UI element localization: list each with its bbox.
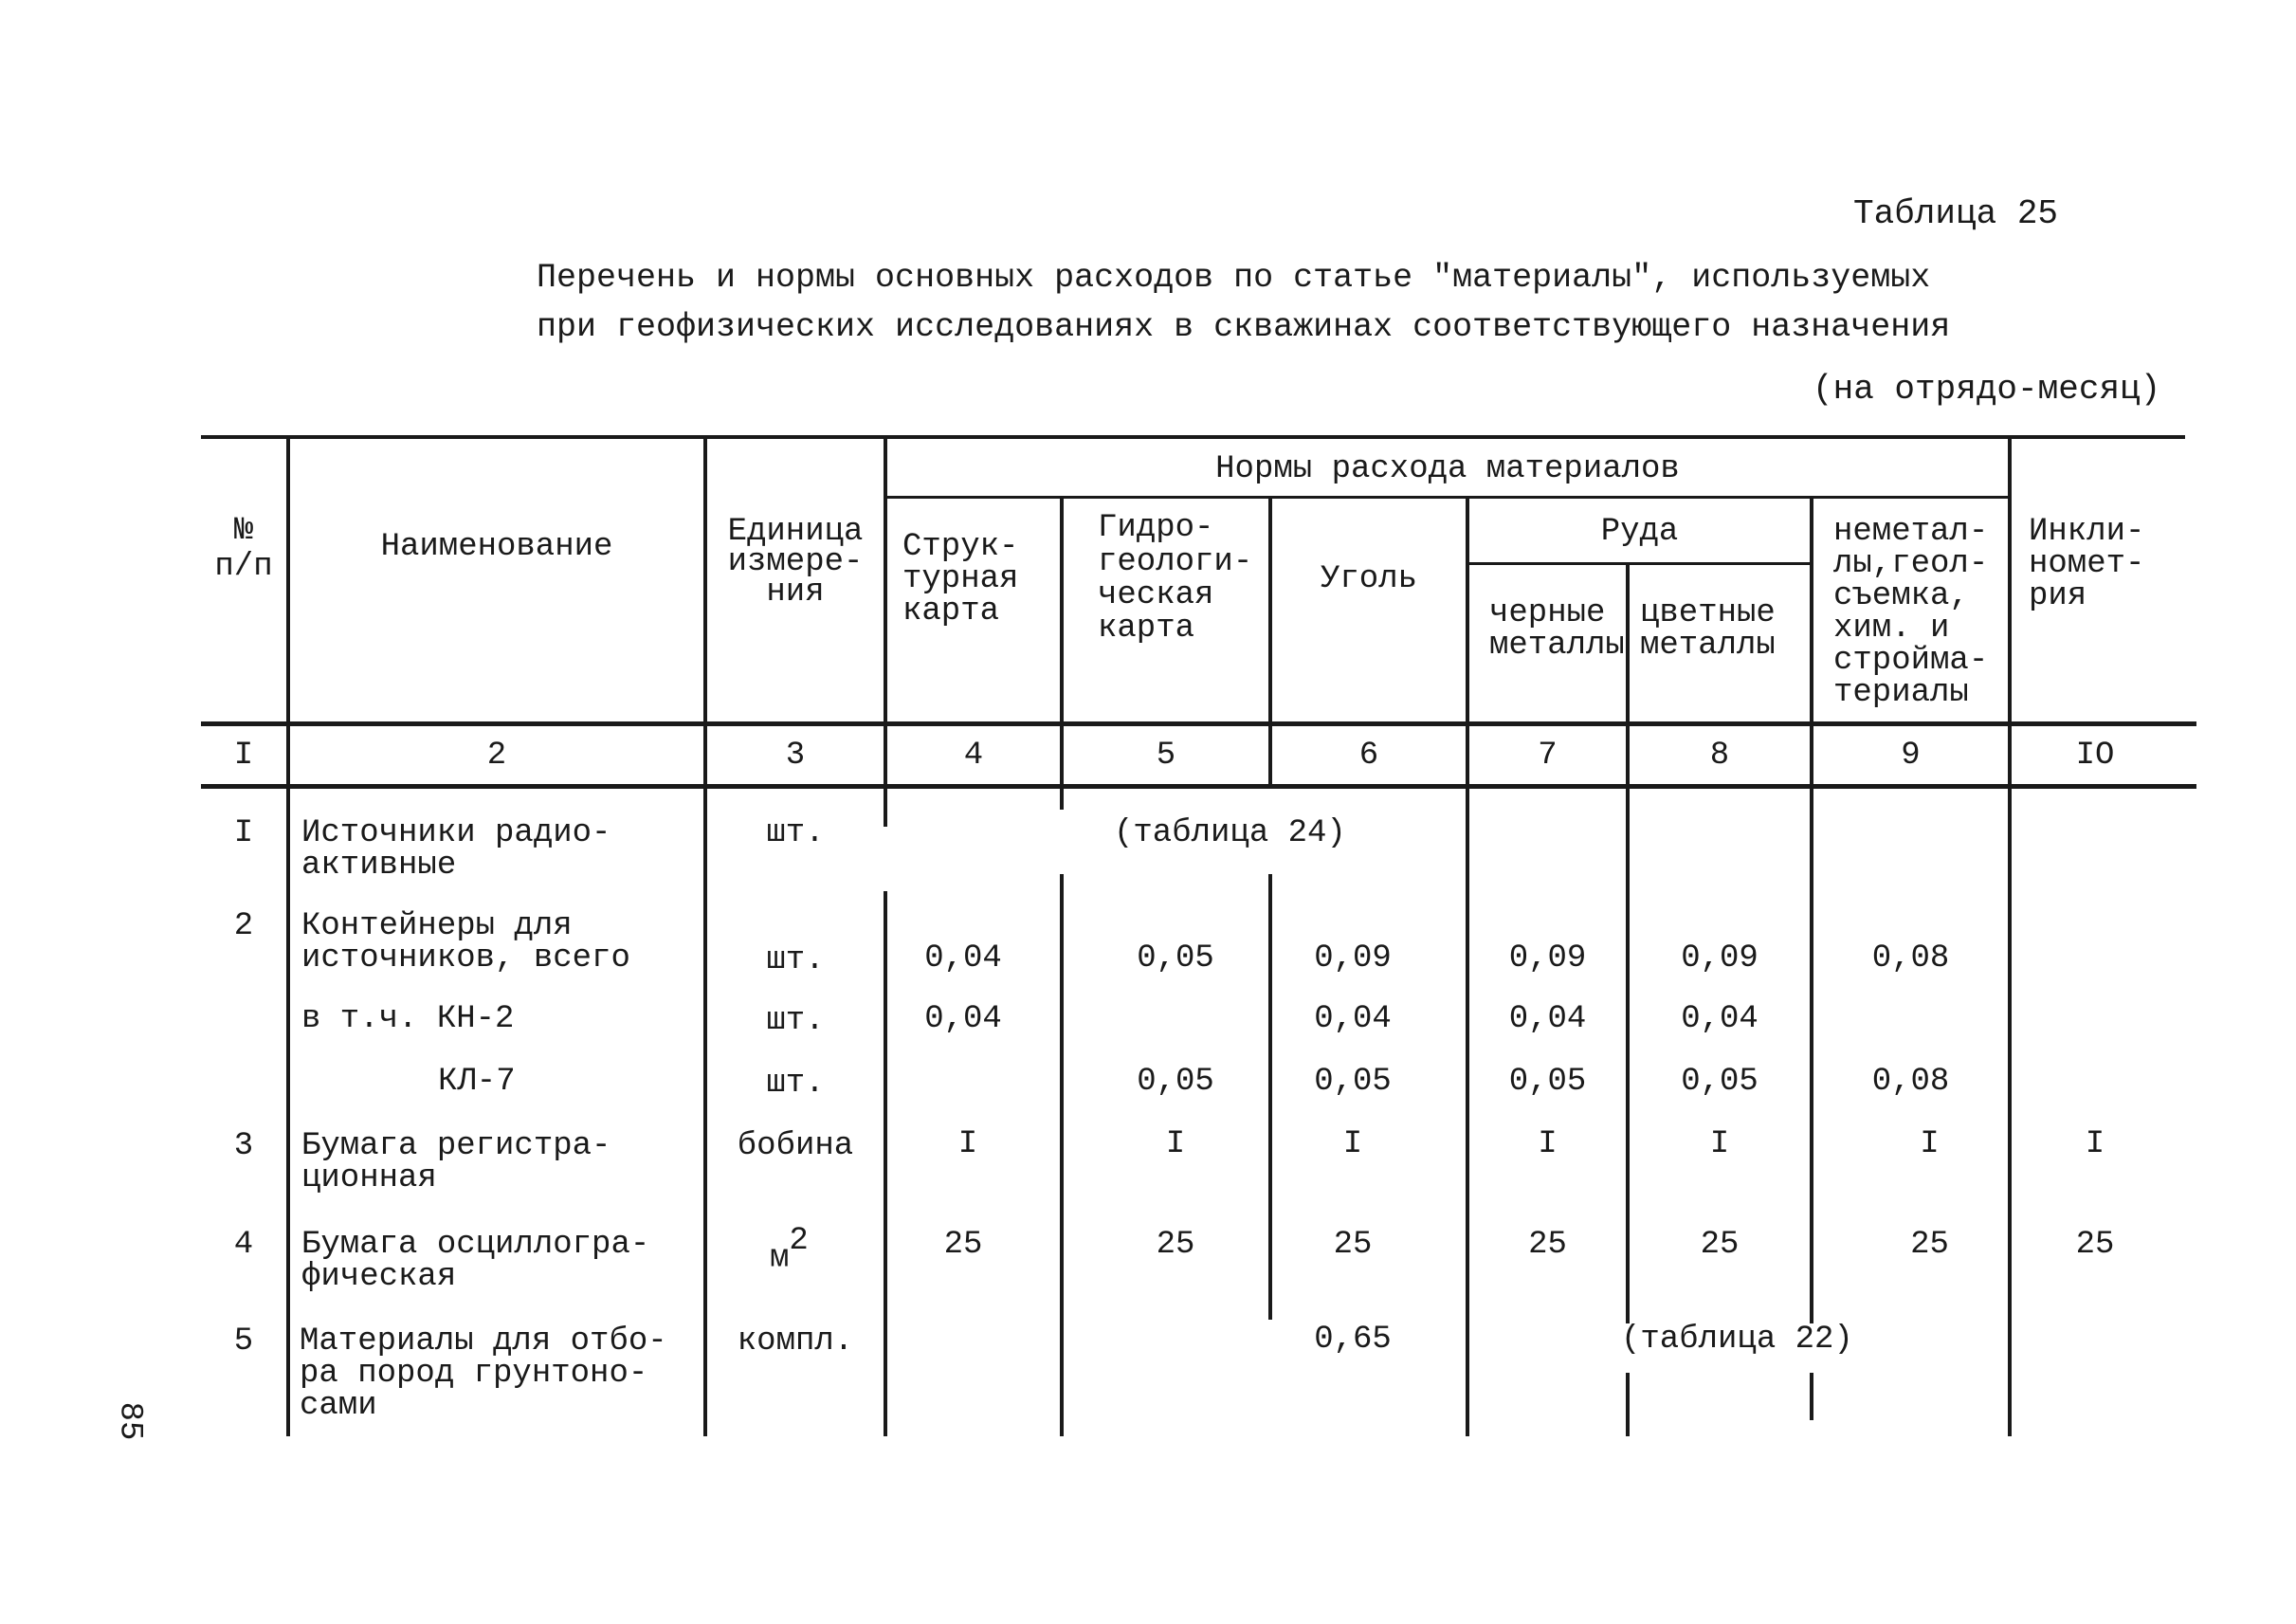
header-ore: Руда (1600, 514, 1679, 550)
row-2a-coal: 0,04 (1314, 1001, 1392, 1037)
row-2-struct: 0,04 (924, 940, 1002, 976)
header-number-symbol: № (233, 513, 254, 549)
table-top-rule (201, 435, 2185, 439)
header-coal: Уголь (1320, 561, 1418, 597)
row-2-nonferrous: 0,09 (1681, 940, 1758, 976)
header-inclinometry-line-1: Инкли- (2029, 514, 2145, 550)
row-2-number: 2 (233, 908, 254, 944)
vline-3-body (884, 789, 887, 827)
header-nonmetal-line-4: хим. и (1833, 611, 1950, 647)
vline-3 (884, 437, 887, 789)
col-number-10: IO (2075, 738, 2115, 774)
header-hydro-line-2: геологи- (1098, 544, 1253, 580)
row-1-name-line-2: активные (301, 848, 457, 884)
row-2-hydro: 0,05 (1137, 940, 1214, 976)
row-3-nonferrous: I (1709, 1126, 1730, 1162)
row-1-name-line-1: Источники радио- (301, 815, 611, 851)
row-4-name-line-1: Бумага осциллогра- (301, 1227, 650, 1263)
header-struct-line-1: Струк- (902, 529, 1019, 565)
row-2a-unit: шт. (766, 1003, 825, 1039)
header-inclinometry-line-3: рия (2029, 578, 2087, 614)
vline-8-body-lower (1810, 1373, 1813, 1420)
table-title-line-1: Перечень и нормы основных расходов по статье "материалы", используемых (537, 259, 1931, 297)
row-2b-nonmetal: 0,08 (1871, 1064, 1950, 1100)
vline-1 (286, 437, 290, 1436)
page-number: 85 (111, 1401, 148, 1441)
row-4-unit-exponent: 2 (789, 1223, 809, 1259)
col-number-8: 8 (1709, 738, 1730, 774)
col-number-4: 4 (963, 738, 984, 774)
row-2b-ferrous: 0,05 (1508, 1064, 1587, 1100)
row-4-coal: 25 (1333, 1227, 1373, 1263)
header-nonferrous-line-2: металлы (1640, 628, 1776, 664)
header-struct-line-3: карта (902, 593, 1000, 630)
row-3-nonmetal: I (1920, 1126, 1940, 1162)
col-number-6: 6 (1358, 738, 1379, 774)
row-3-struct: I (957, 1126, 978, 1162)
row-2a-struct: 0,04 (924, 1001, 1002, 1037)
row-3-name-line-2: ционная (301, 1160, 437, 1196)
col-number-2: 2 (486, 738, 507, 774)
row-5-name-line-1: Материалы для отбо- (300, 1323, 667, 1359)
row-1-number: I (233, 815, 254, 851)
row-3-coal: I (1342, 1126, 1363, 1162)
row-1-unit: шт. (766, 815, 825, 851)
header-number-label: п/п (214, 549, 273, 585)
header-unit-line-3: ния (766, 575, 825, 611)
ore-rule (1467, 562, 1812, 565)
row-2-nonmetal: 0,08 (1871, 940, 1950, 976)
table-caption: Таблица 25 (1853, 194, 2059, 233)
row-4-unit (770, 1223, 809, 1277)
header-name: Наименование (380, 529, 613, 565)
row-3-number: 3 (233, 1128, 254, 1164)
header-hydro-line-3: ческая (1098, 577, 1214, 613)
row-3-unit: бобина (737, 1128, 854, 1164)
header-ferrous-line-1: черные (1489, 595, 1606, 631)
vline-4-body-top (1060, 789, 1064, 810)
row-4-hydro: 25 (1156, 1227, 1195, 1263)
row-3-inclinometry: I (2085, 1126, 2105, 1162)
col-numbers-rule (201, 784, 2196, 789)
norms-rule (885, 496, 2010, 499)
header-bottom-rule (201, 721, 2196, 726)
row-2-coal: 0,09 (1314, 940, 1392, 976)
row-5-number: 5 (233, 1323, 254, 1359)
unit-note: (на отрядо-месяц) (1813, 370, 2161, 409)
row-2a-ferrous: 0,04 (1508, 1001, 1587, 1037)
row-2-name-line-2: источников, всего (301, 940, 630, 976)
row-3-name-line-1: Бумага регистра- (301, 1128, 611, 1164)
row-2b-unit: шт. (766, 1066, 825, 1102)
vline-9 (2008, 437, 2012, 1436)
col-number-3: 3 (785, 738, 806, 774)
row-2b-name: КЛ-7 (438, 1064, 516, 1100)
header-inclinometry-line-2: номет- (2029, 546, 2145, 582)
row-4-inclinometry: 25 (2075, 1227, 2115, 1263)
row-2-ferrous: 0,09 (1508, 940, 1587, 976)
row-4-number: 4 (233, 1227, 254, 1263)
header-nonmetal-line-2: лы,геол- (1833, 546, 1989, 582)
row-3-ferrous: I (1538, 1126, 1558, 1162)
row-5-unit: компл. (737, 1323, 854, 1359)
col-number-7: 7 (1538, 738, 1558, 774)
header-nonmetal-line-3: съемка, (1833, 578, 1969, 614)
row-4-nonferrous: 25 (1700, 1227, 1740, 1263)
row-2b-hydro: 0,05 (1137, 1064, 1214, 1100)
table-title-line-2: при геофизических исследованиях в скважинах соответствующего назначения (537, 308, 1951, 346)
header-ferrous-line-2: металлы (1489, 628, 1625, 664)
header-nonferrous-line-1: цветные (1640, 595, 1776, 631)
row-2b-coal: 0,05 (1314, 1064, 1392, 1100)
header-nonmetal-line-6: териалы (1833, 675, 1969, 711)
row-1-reference: (таблица 24) (1114, 815, 1346, 851)
vline-7-body-lower (1626, 1373, 1630, 1436)
col-number-1: I (233, 738, 254, 774)
row-2b-nonferrous: 0,05 (1681, 1064, 1758, 1100)
header-nonmetal-line-1: неметал- (1833, 514, 1989, 550)
header-hydro-line-4: карта (1098, 611, 1195, 647)
header-norms: Нормы расхода материалов (1215, 451, 1680, 487)
row-2a-nonferrous: 0,04 (1681, 1001, 1758, 1037)
row-2-unit: шт. (766, 942, 825, 978)
row-3-hydro: I (1165, 1126, 1186, 1162)
row-2-name-line-1: Контейнеры для (301, 908, 573, 944)
col-number-9: 9 (1901, 738, 1921, 774)
row-5-coal: 0,65 (1314, 1322, 1392, 1358)
row-5-name-line-2: ра пород грунтоно- (300, 1356, 648, 1392)
header-hydro-line-1: Гидро- (1098, 510, 1214, 546)
header-unit-line-2: измере- (727, 544, 864, 580)
row-4-ferrous: 25 (1528, 1227, 1567, 1263)
row-5-reference: (таблица 22) (1621, 1322, 1853, 1358)
row-4-unit-base: м (770, 1240, 790, 1277)
header-struct-line-2: турная (902, 561, 1019, 597)
row-5-name-line-3: сами (300, 1388, 377, 1424)
row-2a-name: в т.ч. КН-2 (301, 1001, 515, 1037)
header-nonmetal-line-5: стройма- (1833, 643, 1989, 679)
row-4-name-line-2: фическая (301, 1259, 457, 1295)
row-4-nonmetal: 25 (1910, 1227, 1949, 1263)
header-unit-line-1: Единица (727, 514, 864, 550)
col-number-5: 5 (1156, 738, 1176, 774)
row-4-struct: 25 (943, 1227, 983, 1263)
